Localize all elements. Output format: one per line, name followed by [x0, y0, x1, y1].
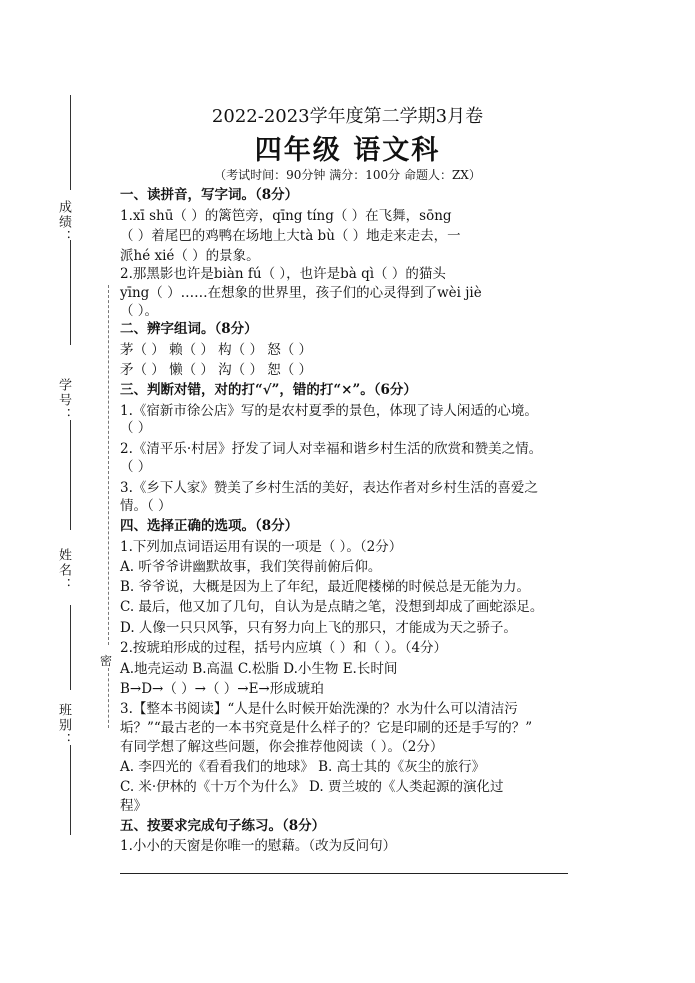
question-line: 2.那黑影也许是biàn fú（ ），也许是bà qì（ ）的猫头	[120, 266, 446, 282]
option-line: A. 李四光的《看看我们的地球》 B. 高士其的《灰尘的旅行》	[120, 759, 486, 775]
seal-dashed-line	[108, 285, 109, 645]
section-heading: 三、判断对错，对的打“√”，错的打“×”。（6分）	[120, 382, 417, 398]
score-label: 成绩：	[56, 200, 71, 245]
question-line: 茅（ ） 赖（ ） 构（ ） 怒（ ）	[120, 342, 313, 358]
section-heading: 五、按要求完成句子练习。（8分）	[120, 818, 326, 834]
section-heading: 四、选择正确的选项。（8分）	[120, 518, 299, 534]
question-line: B→D→（ ）→（ ）→E→形成琥珀	[120, 681, 324, 697]
question-line: （ ）着尾巴的鸡鸭在场地上大tà bù（ ）地走来走去，一	[120, 228, 461, 244]
option-line: 程》	[120, 798, 147, 814]
binding-line	[70, 240, 71, 345]
section-heading: 一、读拼音，写字词。（8分）	[120, 187, 299, 203]
option-line: B. 爷爷说，大概是因为上了年纪，最近爬楼梯的时候总是无能为力。	[120, 579, 531, 595]
question-line: 情。（ ）	[120, 498, 172, 514]
question-line: 2.《清平乐·村居》抒发了词人对幸福和谐乡村生活的欣赏和赞美之情。	[120, 441, 543, 457]
section-heading: 二、辨字组词。（8分）	[120, 321, 258, 337]
question-line: 3.《乡下人家》赞美了乡村生活的美好，表达作者对乡村生活的喜爱之	[120, 480, 538, 496]
answer-blank: （ ）	[120, 420, 152, 436]
question-line: 1.小小的天窗是你唯一的慰藉。（改为反问句）	[120, 838, 397, 854]
question-line: 1.xī shū（ ）的篱笆旁，qīng tíng（ ）在飞舞，sōng	[120, 208, 452, 224]
class-label: 班别：	[56, 703, 71, 748]
question-line: yīng（ ）……在想象的世界里，孩子们的心灵得到了wèi jiè	[120, 285, 482, 301]
option-line: D. 人像一只只风筝，只有努力向上飞的那只，才能成为天之骄子。	[120, 620, 517, 636]
seal-mark: 密	[100, 654, 113, 668]
question-line: （ ）。	[120, 303, 159, 319]
binding-line	[70, 745, 71, 835]
exam-meta: （考试时间：90分钟 满分：100分 命题人：ZX）	[214, 168, 481, 182]
question-line: 1.《宿新市徐公店》写的是农村夏季的景色，体现了诗人闲适的心境。	[120, 403, 538, 419]
option-line: C. 最后，他又加了几句，自认为是点睛之笔，没想到却成了画蛇添足。	[120, 599, 544, 615]
question-line: 1.下列加点词语运用有误的一项是（ ）。（2分）	[120, 539, 403, 555]
binding-line	[70, 420, 71, 530]
question-line: 2.按琥珀形成的过程，括号内应填（ ）和（ ）。（4分）	[120, 640, 448, 656]
question-line: 3.【整本书阅读】“人是什么时候开始洗澡的？水为什么可以清洁污	[120, 701, 518, 717]
option-line: A.地壳运动 B.高温 C.松脂 D.小生物 E.长时间	[120, 661, 398, 677]
question-line: 垢？”“最古老的一本书究竟是什么样子的？它是印刷的还是手写的？”	[120, 720, 533, 736]
answer-line	[120, 873, 568, 874]
answer-blank: （ ）	[120, 459, 152, 475]
exam-title: 2022-2023学年度第二学期3月卷	[211, 106, 484, 127]
binding-line	[70, 605, 71, 690]
exam-subject: 四年级 语文科	[254, 135, 441, 166]
student-name-label: 姓名：	[56, 548, 71, 593]
question-line: 矛（ ） 懒（ ） 沟（ ） 恕（ ）	[120, 362, 313, 378]
question-line: 有同学想了解这些问题，你会推荐他阅读（ ）。（2分）	[120, 739, 444, 755]
option-line: A. 听爷爷讲幽默故事，我们笑得前俯后仰。	[120, 559, 382, 575]
question-line: 派hé xié（ ）的景象。	[120, 248, 260, 264]
seal-dashed-line	[108, 668, 109, 728]
option-line: C. 米·伊林的《十万个为什么》 D. 贾兰坡的《人类起源的演化过	[120, 779, 504, 795]
student-number-label: 学号：	[56, 378, 71, 423]
